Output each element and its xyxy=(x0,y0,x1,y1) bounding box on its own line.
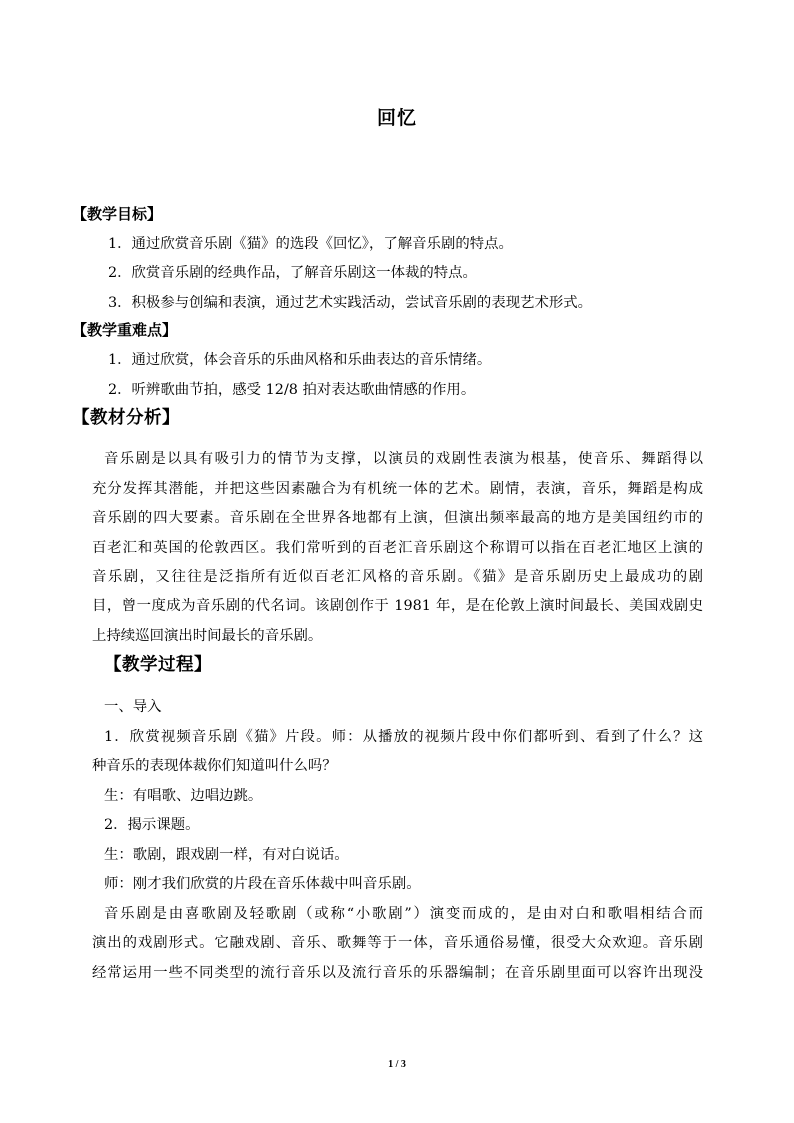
key-point-item: 2．听辨歌曲节拍，感受 12/8 拍对表达歌曲情感的作用。 xyxy=(108,382,476,398)
process-heading: 【教学过程】 xyxy=(104,655,212,675)
objectives-heading: 【教学目标】 xyxy=(72,205,163,223)
process-line: 1．欣赏视频音乐剧《猫》片段。师：从播放的视频片段中你们都听到、看到了什么？这 xyxy=(104,729,703,745)
process-section-title: 一、导入 xyxy=(104,699,162,715)
objective-item: 3．积极参与创编和表演，通过艺术实践活动，尝试音乐剧的表现艺术形式。 xyxy=(108,295,593,311)
student-response: 生：有唱歌、边唱边跳。 xyxy=(104,788,263,804)
teacher-remark: 师：刚才我们欣赏的片段在音乐体裁中叫音乐剧。 xyxy=(104,876,421,892)
objective-item: 2．欣赏音乐剧的经典作品，了解音乐剧这一体裁的特点。 xyxy=(108,265,477,281)
process-line: 音乐剧是由喜歌剧及轻歌剧（或称“小歌剧”）演变而成的，是由对白和歌唱相结合而 xyxy=(104,906,703,922)
analysis-line: 音乐剧是以具有吸引力的情节为支撑，以演员的戏剧性表演为根基，使音乐、舞蹈得以 xyxy=(104,451,703,467)
process-line: 2．揭示课题。 xyxy=(104,817,200,833)
analysis-line: 百老汇和英国的伦敦西区。我们常听到的百老汇音乐剧这个称谓可以指在百老汇地区上演的 xyxy=(92,540,703,556)
page-indicator: 1 / 3 xyxy=(388,1059,406,1070)
student-response: 生：歌剧，跟戏剧一样，有对白说话。 xyxy=(104,847,349,863)
key-point-item: 1．通过欣赏，体会音乐的乐曲风格和乐曲表达的音乐情绪。 xyxy=(108,352,492,368)
analysis-line: 音乐剧的四大要素。音乐剧在全世界各地都有上演，但演出频率最高的地方是美国纽约市的 xyxy=(92,510,703,526)
process-line: 演出的戏剧形式。它融戏剧、音乐、歌舞等于一体，音乐通俗易懂，很受大众欢迎。音乐剧 xyxy=(92,935,703,951)
analysis-line: 音乐剧，又往往是泛指所有近似百老汇风格的音乐剧。《猫》是音乐剧历史上最成功的剧 xyxy=(92,569,703,585)
key-points-heading: 【教学重难点】 xyxy=(72,321,178,339)
document-title: 回忆 xyxy=(376,107,417,129)
process-line: 经常运用一些不同类型的流行音乐以及流行音乐的乐器编制；在音乐剧里面可以容许出现没 xyxy=(92,965,703,981)
objective-item: 1．通过欣赏音乐剧《猫》的选段《回忆》，了解音乐剧的特点。 xyxy=(108,236,513,252)
process-line: 种音乐的表现体裁你们知道叫什么吗？ xyxy=(92,758,337,774)
analysis-heading: 【教材分析】 xyxy=(72,408,180,428)
analysis-line: 上持续巡回演出时间最长的音乐剧。 xyxy=(92,628,323,644)
analysis-line: 目，曾一度成为音乐剧的代名词。该剧创作于 1981 年，是在伦敦上演时间最长、美国戏剧史 xyxy=(92,598,703,614)
analysis-line: 充分发挥其潜能，并把这些因素融合为有机统一体的艺术。剧情，表演，音乐，舞蹈是构成 xyxy=(92,481,703,497)
